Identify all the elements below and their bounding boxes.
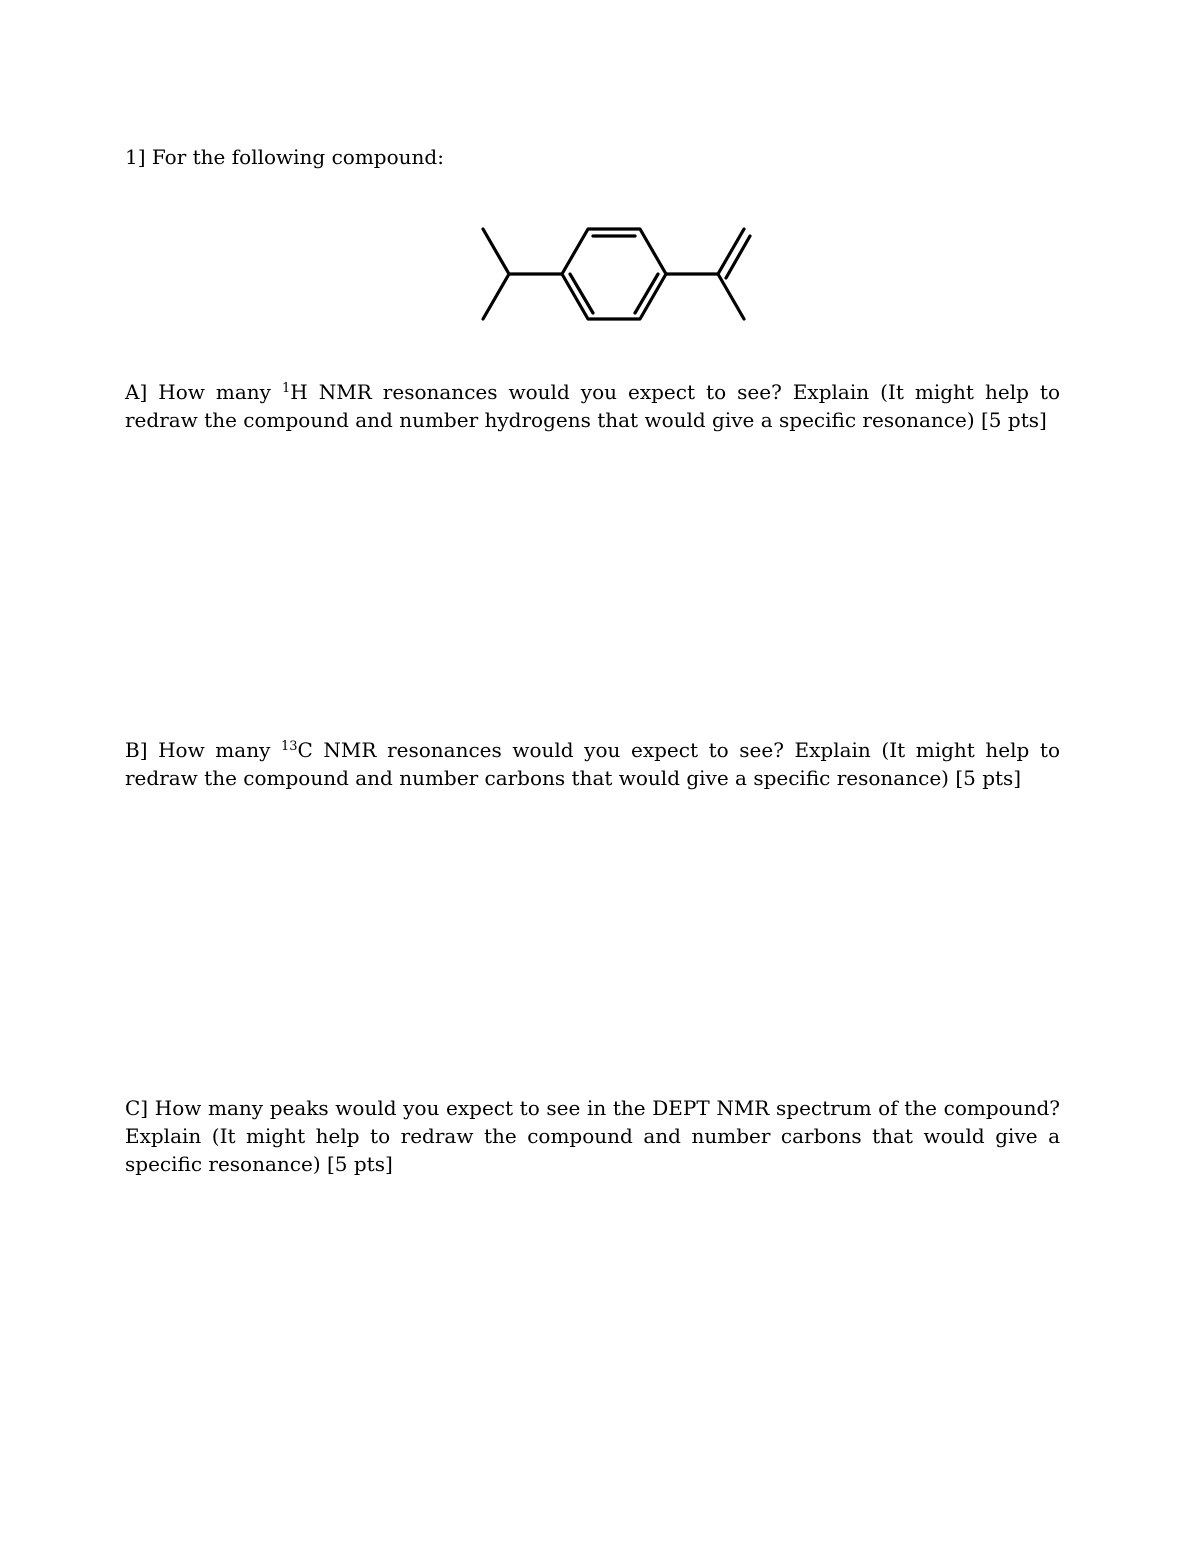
part-b-label: B] xyxy=(125,738,148,762)
question-part-a xyxy=(125,378,1060,434)
benzene-ring xyxy=(562,229,666,319)
part-c-label: C] xyxy=(125,1096,149,1120)
part-c-text: How many peaks would you expect to see in the DEPT NMR spectrum of the compound? Explain (It might help to redraw the compound and number carbons that would give a specific resonance) [5 pts] xyxy=(125,1096,1060,1176)
compound-structure-diagram xyxy=(470,220,760,330)
isopropenyl-methyl-bond xyxy=(718,274,744,319)
question-title xyxy=(125,143,444,171)
part-a-label: A] xyxy=(125,380,148,404)
part-b-isotope: 13 xyxy=(280,739,298,754)
part-a-text: H NMR resonances would you expect to see? Explain (It might help to redraw the compound and number hydrogens that would give a specific resonance) [5 pts] xyxy=(125,380,1060,432)
question-part-b xyxy=(125,736,1060,792)
part-b-pre: How many xyxy=(158,738,281,762)
part-a-pre: How many xyxy=(158,380,282,404)
question-part-c xyxy=(125,1094,1060,1178)
question-number: 1] xyxy=(125,145,146,169)
isopropyl-bond-upper xyxy=(483,229,509,274)
part-b-text: C NMR resonances would you expect to see? Explain (It might help to redraw the compound and number carbons that would give a specific resonance) [5 pts] xyxy=(125,738,1061,790)
isopropyl-bond-lower xyxy=(483,274,509,319)
question-prompt: For the following compound: xyxy=(151,145,444,169)
part-a-isotope: 1 xyxy=(282,381,291,396)
